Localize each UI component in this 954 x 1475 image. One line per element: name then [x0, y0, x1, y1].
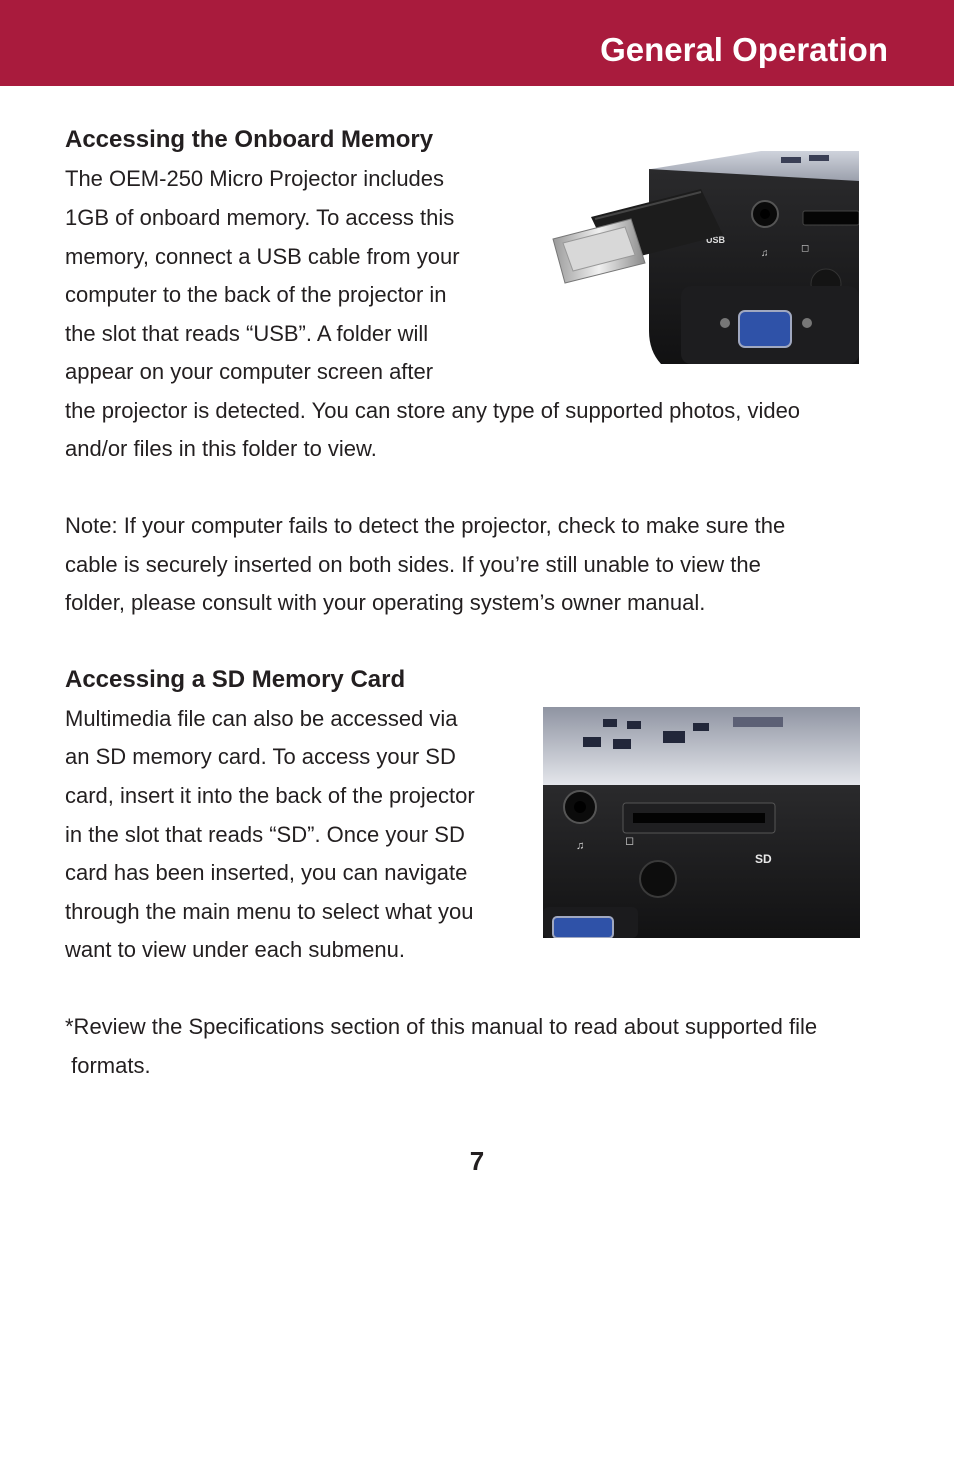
paragraph-line: Multimedia file can also be accessed via: [65, 706, 458, 731]
paragraph-line: card has been inserted, you can navigate: [65, 860, 468, 885]
paragraph-line: through the main menu to select what you: [65, 899, 474, 924]
svg-text:◻: ◻: [801, 243, 810, 254]
paragraph-line: The OEM-250 Micro Projector includes: [65, 166, 445, 191]
section-heading-onboard-memory: Accessing the Onboard Memory: [65, 126, 434, 153]
page-number: 7: [469, 1146, 485, 1176]
note-line: cable is securely inserted on both sides. If you’re still unable to view the: [65, 552, 761, 577]
page-title: General Operation: [600, 31, 888, 68]
paragraph-line: the projector is detected. You can store any type of supported photos, video: [65, 398, 801, 423]
footnote-line: formats.: [65, 1053, 151, 1078]
header-bar: [0, 0, 954, 86]
paragraph-line: computer to the back of the projector in: [65, 282, 447, 307]
sd-label: SD: [755, 852, 772, 866]
sd-slot-photo: [543, 707, 860, 938]
usb-label: USB: [706, 235, 726, 245]
paragraph-line: card, insert it into the back of the projector: [65, 783, 475, 808]
note-line: Note: If your computer fails to detect the projector, check to make sure the: [65, 513, 786, 538]
paragraph-line: an SD memory card. To access your SD: [65, 744, 456, 769]
usb-port-photo: [551, 151, 859, 364]
paragraph-line: want to view under each submenu.: [65, 937, 405, 962]
paragraph-line: appear on your computer screen after: [65, 359, 434, 384]
note-line: folder, please consult with your operating system’s owner manual.: [65, 590, 706, 615]
paragraph-line: memory, connect a USB cable from your: [65, 244, 460, 269]
paragraph-line: in the slot that reads “SD”. Once your SD: [65, 822, 465, 847]
footnote-line: *Review the Specifications section of this manual to read about supported file: [65, 1014, 818, 1039]
svg-text:◻: ◻: [625, 835, 635, 847]
paragraph-line: and/or files in this folder to view.: [65, 436, 377, 461]
paragraph-line: the slot that reads “USB”. A folder will: [65, 321, 429, 346]
svg-text:♫: ♫: [761, 248, 769, 259]
svg-text:♫: ♫: [576, 840, 585, 852]
section-heading-sd-card: Accessing a SD Memory Card: [65, 666, 406, 693]
paragraph-line: 1GB of onboard memory. To access this: [65, 205, 455, 230]
